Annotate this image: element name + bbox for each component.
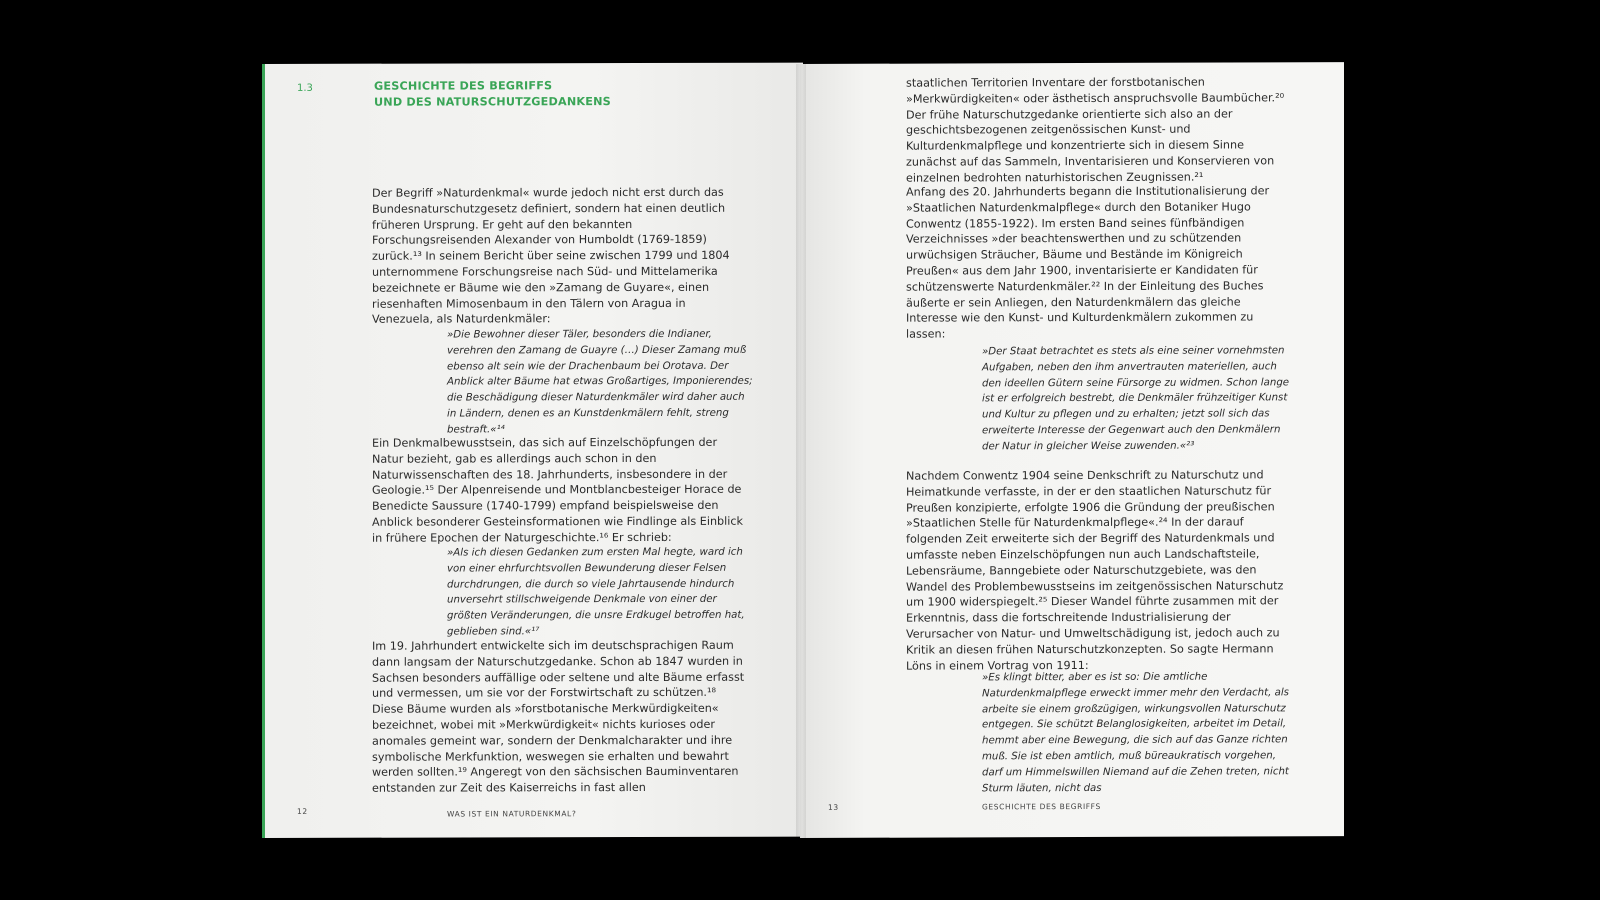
paragraph-humboldt: Der Begriff »Naturdenkmal« wurde jedoch nicht erst durch das Bundesnaturschutzgesetz definiert, sondern hat einen deutlich früheren Ursprung. Er geht auf den bekannten Forschungsreisenden Alexander von Humboldt (1769-1859) zurück.¹³ In seinem Bericht über seine zwischen 1799 und 1804 unternommene Forschungsreise nach Süd- und Mittelamerika bezeichnete er Bäume wie den »Zamang de Guyare«, einen riesenhaften Mimosenbaum in den Tälern von Aragua in Venezuela, als Naturdenkmäler:	[372, 185, 730, 327]
book-spread	[262, 64, 1344, 838]
running-head-left: WAS IST EIN NATURDENKMAL?	[447, 809, 577, 819]
paragraph-conwentz: Anfang des 20. Jahrhunderts begann die Institutionalisierung der »Staatlichen Naturdenkmalpflege« durch den Botaniker Hugo Conwentz (1855-1922). Im ersten Band seines fünfbändigen Verzeichnisses »der beachtenswerthen und zu schützenden urwüchsigen Sträucher, Bäume und Bestände im Königreich Preußen« aus dem Jahr 1900, inventarisierte er Kandidaten für schützenswerte Naturdenkmäler.²² In der Einleitung des Buches äußerte er sein Anliegen, den Naturdenkmälern das gleiche Interesse wie den Kunst- und Kulturdenkmälern zukommen zu lassen:	[906, 184, 1270, 341]
block-quote	[447, 327, 757, 438]
block-quote	[982, 669, 1292, 796]
paragraph-naturschutz-1904: Nachdem Conwentz 1904 seine Denkschrift zu Naturschutz und Heimatkunde verfasste, in der er den staatlichen Naturschutz für Preußen konzipierte, erfolgte 1906 die Gründung der preußischen »Staatlichen Stelle für Naturdenkmalpflege«.²⁴ In der darauf folgenden Zeit erweiterte sich der Begriff des Naturdenkmals und umfasste neben Einzelschöpfungen nun auch Landschaftsteile, Lebensräume, Banngebiete oder Naturschutzgebiete, was den Wandel des Problembewusstseins im zeitgenössischen Naturschutz um 1900 widerspiegelt.²⁵ Dieser Wandel führte zusammen mit der Erkenntnis, dass die fortschreitende Industrialisierung der Verursacher von Natur- und Umweltschädigung ist, jedoch auch zu Kritik an diesen frühen Naturschutzkonzepten. So sagte Hermann Löns in einem Vortrag von 1911:	[906, 468, 1284, 673]
paragraph-inventories: staatlichen Territorien Inventare der forstbotanischen »Merkwürdigkeiten« oder ästhetisch anspruchsvolle Baumbücher.²⁰ Der frühe Naturschutzgedanke orientierte sich also an der geschichtsbezogenen zeitgenössischen Kunst- und Kulturdenkmalpflege und konzentrierte sich in diesem Sinne zunächst auf das Sammeln, Inventarisieren und Konservieren von einzelnen bedrohten naturhistorischen Zeugnissen.²¹	[906, 75, 1285, 185]
section-number: 1.3	[297, 82, 313, 94]
right-page	[800, 62, 1344, 838]
quote-humboldt: »Die Bewohner dieser Täler, besonders die Indianer, verehren den Zamang de Guayre (…) Dieser Zamang muß ebenso alt sein wie der Drachenbaum bei Orotava. Der Anblick alter Bäume hat etwas Großartiges, Imponierendes; die Beschädigung dieser Naturdenkmäler wird daher auch in Ländern, denen es an Kunstdenkmälern fehlt, streng bestraft.«¹⁴	[447, 328, 753, 436]
body-paragraph	[906, 467, 1291, 674]
page-number-right: 13	[828, 802, 839, 812]
running-head-right: GESCHICHTE DES BEGRIFFS	[982, 801, 1101, 812]
paragraph-19th-century: Im 19. Jahrhundert entwickelte sich im deutschsprachigen Raum dann langsam der Naturschutzgedanke. Schon ab 1847 wurden in Sachsen besonders auffällige oder seltene und alte Bäume erfasst und vermessen, um sie vor der Forstwirtschaft zu schützen.¹⁸ Diese Bäume wurden als »forstbotanische Merkwürdigkeiten« bezeichnet, wobei mit »Merkwürdigkeit« nichts kurioses oder anomales gemeint war, sondern der Denkmalcharakter und ihre symbolische Merkfunktion, weswegen sie erhalten und bewahrt werden sollten.¹⁹ Angeregt von den sächsischen Bauminventaren entstanden zur Zeit des Kaiserreichs in fast allen	[372, 638, 745, 795]
body-paragraph	[372, 435, 750, 547]
section-heading-line-2: UND DES NATURSCHUTZGEDANKENS	[374, 95, 611, 109]
section-heading-line-1: GESCHICHTE DES BEGRIFFS	[374, 79, 553, 93]
body-paragraph	[372, 185, 750, 328]
page-number-left: 12	[297, 806, 308, 816]
paragraph-saussure: Ein Denkmalbewusstsein, das sich auf Einzelschöpfungen der Natur bezieht, gab es allerdings auch schon in den Naturwissenschaften des 18. Jahrhunderts, insbesondere in der Geologie.¹⁵ Der Alpenreisende und Montblancbesteiger Horace de Benedicte Saussure (1740-1799) empfand beispielsweise den Anblick besonderer Gesteinsformationen wie Findlinge als Einblick in frühere Epochen der Naturgeschichte.¹⁶ Er schrieb:	[372, 435, 743, 545]
quote-conwentz: »Der Staat betrachtet es stets als eine seiner vornehmsten Aufgaben, neben den ihm anvertrauten materiellen, auch den ideellen Gütern seine Fürsorge zu widmen. Schon lange ist er erfolgreich bestrebt, die Denkmäler frühzeitiger Kunst und Kultur zu pflegen und zu erhalten; jetzt soll sich das erweiterte Interesse der Gegenwart auch den Denkmälern der Natur in gleicher Weise zuwenden.«²³	[982, 345, 1290, 453]
body-paragraph	[906, 183, 1291, 342]
block-quote	[447, 545, 757, 641]
book-gutter	[796, 64, 806, 838]
body-paragraph	[906, 74, 1291, 186]
quote-loens: »Es klingt bitter, aber es ist so: Die amtliche Naturdenkmalpflege erweckt immer mehr den Verdacht, als arbeite sie einem großzügigen, wirkungsvollen Naturschutz entgegen. Sie schützt Belanglosigkeiten, arbeitet im Detail, hemmt aber eine Bewegung, die sich auf das Ganze richten muß. Sie ist eben amtlich, muß büreaukratisch vorgehen, darf um Himmelswillen Niemand auf die Zehen treten, nicht Sturm läuten, nicht das	[982, 671, 1289, 794]
body-paragraph	[372, 638, 750, 797]
block-quote	[982, 343, 1292, 455]
left-page	[262, 63, 803, 838]
section-heading	[374, 78, 694, 111]
quote-saussure: »Als ich diesen Gedanken zum ersten Mal hegte, ward ich von einer ehrfurchtsvollen Bewunderung dieser Felsen durchdrungen, die durch so viele Jahrtausende hindurch unversehrt stillschweigende Denkmale von einer der größten Veränderungen, die unsre Erdkugel betroffen hat, geblieben sind.«¹⁷	[447, 546, 745, 638]
